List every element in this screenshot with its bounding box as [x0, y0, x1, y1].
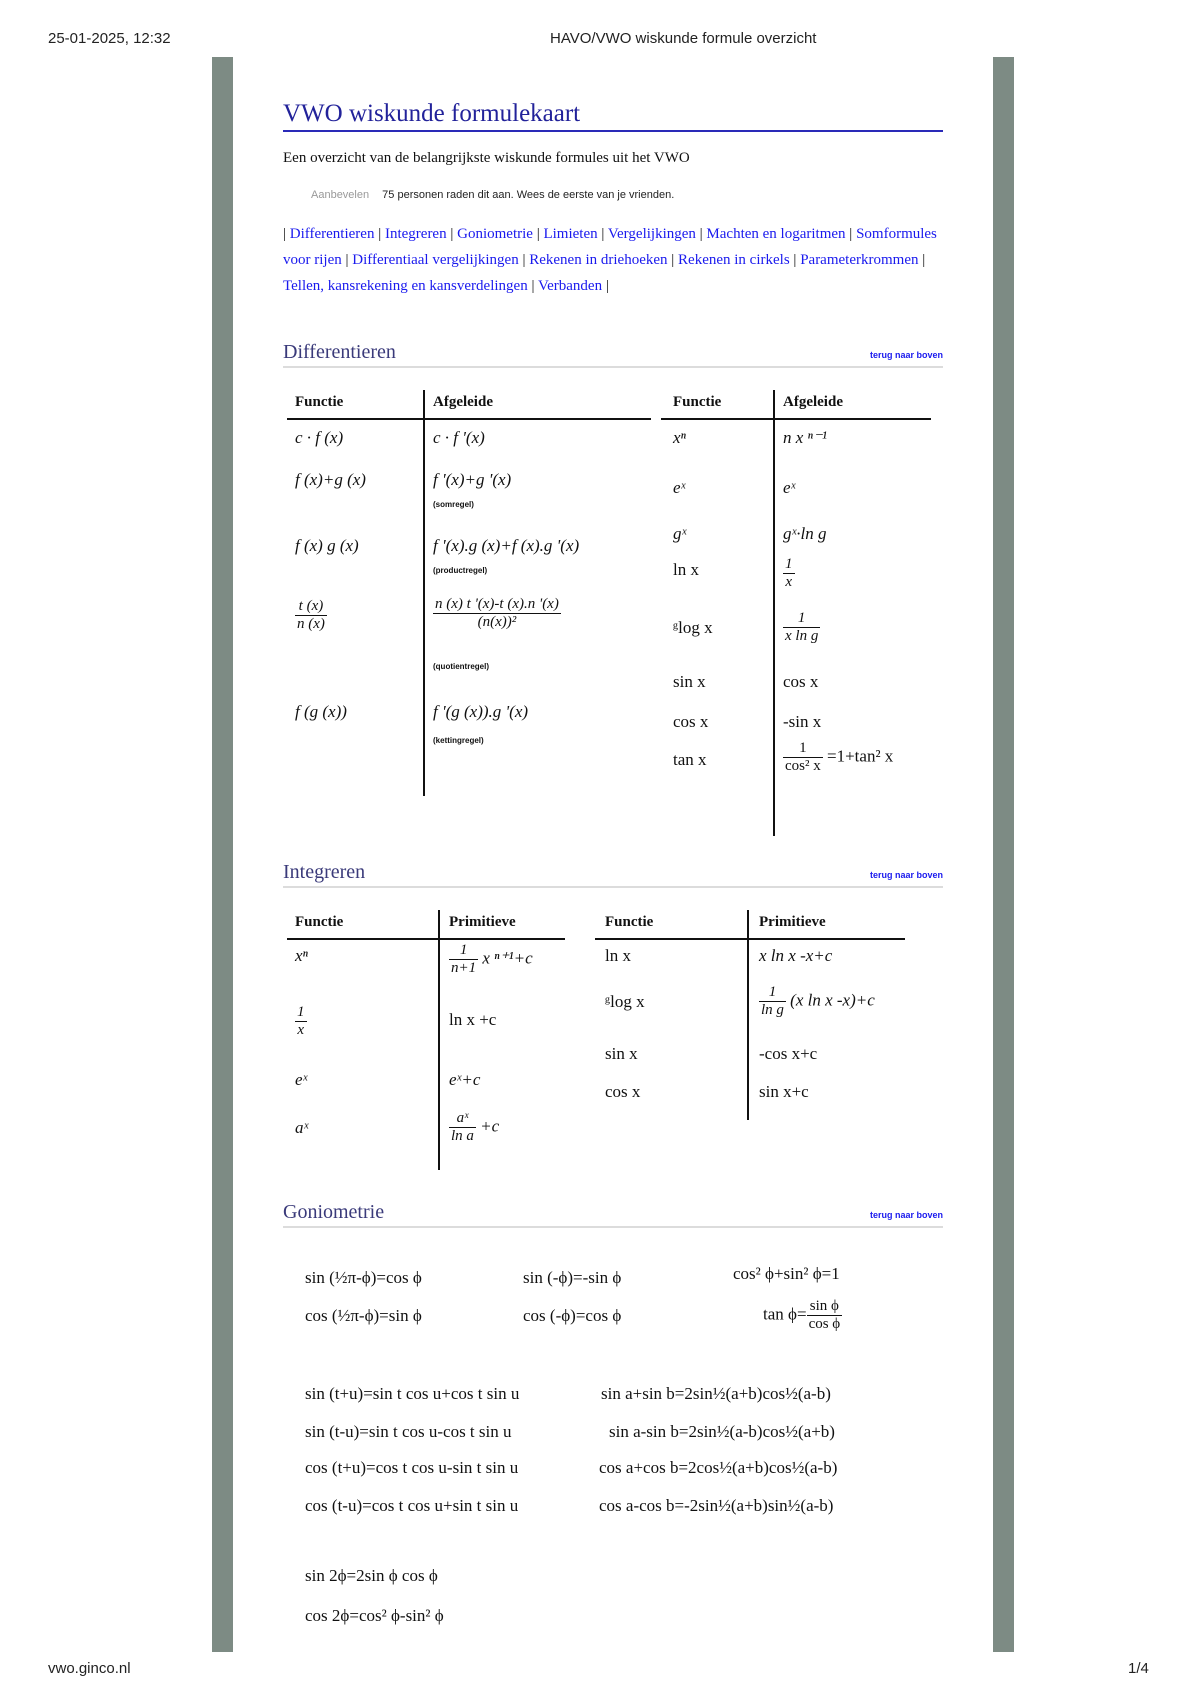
back-to-top-link[interactable]: terug naar boven [869, 1210, 943, 1220]
denominator: (n(x))² [477, 614, 517, 630]
denominator: n (x) [297, 616, 325, 632]
denominator: x ln g [785, 628, 819, 644]
print-datetime: 25-01-2025, 12:32 [48, 30, 171, 47]
nav-link-kansrekening[interactable]: Tellen, kansrekening en kansverdelingen [283, 278, 528, 294]
formula: sin a+sin b=2sin½(a+b)cos½(a-b) [601, 1384, 831, 1403]
formula: f '(g (x)).g '(x) [433, 702, 529, 721]
recommend-button[interactable]: Aanbevelen [311, 189, 370, 201]
formula: ᵍlog x [673, 618, 713, 637]
nav-link-cirkels[interactable]: Rekenen in cirkels [678, 252, 790, 268]
nav-link-parameterkrommen[interactable]: Parameterkrommen [800, 252, 919, 268]
formula: cos a-cos b=-2sin½(a+b)sin½(a-b) [599, 1496, 834, 1515]
formula: eˣ [783, 478, 796, 497]
header-rule [287, 938, 565, 940]
formula: sin x+c [759, 1082, 809, 1101]
section-title: Integreren [283, 861, 366, 883]
formula-lhs: tan ϕ= [763, 1304, 807, 1324]
formula: n x ⁿ⁻¹ [783, 428, 827, 447]
header-rule [595, 938, 905, 940]
numerator: 1 [759, 984, 786, 1002]
numerator: 1 [297, 1004, 305, 1020]
formula: sin (-ϕ)=-sin ϕ [523, 1268, 622, 1287]
formula: cos (½π-ϕ)=sin ϕ [305, 1306, 422, 1325]
formula [783, 610, 820, 645]
denominator: ln g [761, 1002, 784, 1018]
formula-extra: x ⁿ⁺¹+c [482, 948, 533, 968]
formula [783, 556, 795, 591]
formula: c · f '(x) [433, 428, 485, 447]
denominator: x [785, 574, 793, 590]
nav-link-verbanden[interactable]: Verbanden [537, 278, 603, 294]
formula: tan x [673, 750, 707, 769]
print-footer-url: vwo.ginco.nl [48, 1660, 131, 1677]
col-header-functie: Functie [295, 394, 344, 410]
formula: x ln x -x+c [759, 946, 833, 965]
col-header-afgeleide: Afgeleide [433, 394, 493, 410]
formula: ᵍlog x [605, 992, 645, 1011]
nav-link-limieten[interactable]: Limieten [543, 226, 598, 242]
section-integreren-heading [283, 856, 943, 888]
formula [759, 984, 875, 1019]
left-sidebar-bar [212, 57, 233, 1652]
formula [763, 1298, 842, 1333]
column-divider [423, 390, 425, 796]
print-doc-title: HAVO/VWO wiskunde formule overzicht [550, 30, 817, 47]
rule-label: (kettingregel) [433, 736, 484, 745]
print-page-number: 1/4 [1128, 1660, 1149, 1677]
col-header-functie: Functie [673, 394, 722, 410]
recommend-text: 75 personen raden dit aan. Wees de eerste van je vrienden. [382, 189, 675, 201]
formula [449, 942, 533, 977]
formula [783, 740, 893, 775]
header-rule [287, 418, 651, 420]
col-header-afgeleide: Afgeleide [783, 394, 843, 410]
formula: eˣ [295, 1070, 308, 1089]
formula: eˣ+c [449, 1070, 481, 1089]
integral-table [283, 910, 943, 1170]
back-to-top-link[interactable]: terug naar boven [869, 870, 943, 880]
formula: ln x +c [449, 1010, 497, 1029]
col-header-functie: Functie [605, 914, 654, 930]
formula: sin x [673, 672, 706, 691]
page-title: VWO wiskunde formulekaart [283, 100, 943, 132]
formula: sin (½π-ϕ)=cos ϕ [305, 1268, 422, 1287]
formula: cos x [783, 672, 819, 691]
section-title: Goniometrie [283, 1201, 385, 1223]
formula: c · f (x) [295, 428, 344, 447]
header-rule [661, 418, 931, 420]
section-title: Differentieren [283, 341, 396, 363]
formula: eˣ [673, 478, 686, 497]
nav-link-somformules[interactable]: Somformules voor rijen [283, 226, 937, 268]
col-header-primitieve: Primitieve [759, 914, 826, 930]
formula: sin a-sin b=2sin½(a-b)cos½(a+b) [609, 1422, 835, 1441]
right-sidebar-bar [993, 57, 1014, 1652]
formula: cos (t+u)=cos t cos u-sin t sin u [305, 1458, 519, 1477]
formula: -cos x+c [759, 1044, 818, 1063]
formula: xⁿ [673, 428, 686, 447]
formula: f '(x).g (x)+f (x).g '(x) [433, 536, 580, 555]
formula [449, 1110, 499, 1145]
formula: f (x)+g (x) [295, 470, 366, 489]
page-content [283, 100, 943, 1625]
formula: cos² ϕ+sin² ϕ=1 [733, 1264, 840, 1283]
formula: cos (-ϕ)=cos ϕ [523, 1306, 622, 1325]
numerator: sin ϕ [807, 1298, 843, 1316]
section-nav: | Differentieren | Integreren | Goniometrie | Limieten | Vergelijkingen | Machten en logaritmen | Somformules voor rijen | Differentiaal vergelijkingen | Rekenen in driehoeken | Rekenen in cirkels | Parameterkrommen | Tellen, kansrekening en kansverdelingen | Verbanden | [283, 226, 937, 294]
denominator: cos² x [785, 758, 821, 774]
formula: gˣ·ln g [783, 524, 827, 543]
numerator: 1 [783, 740, 823, 758]
formula: cos x [605, 1082, 641, 1101]
section-goniometrie-heading [283, 1196, 943, 1228]
nav-link-goniometrie[interactable]: Goniometrie [457, 226, 533, 242]
formula: sin (t+u)=sin t cos u+cos t sin u [305, 1384, 520, 1403]
formula-extra: +c [480, 1116, 500, 1136]
denominator: n+1 [451, 960, 477, 976]
denominator: cos ϕ [808, 1316, 841, 1332]
formula: sin 2ϕ=2sin ϕ cos ϕ [305, 1566, 438, 1585]
rule-label: (quotientregel) [433, 662, 489, 671]
formula [433, 596, 561, 631]
nav-link-driehoeken[interactable]: Rekenen in driehoeken [529, 252, 668, 268]
formula-extra: (x ln x -x)+c [790, 990, 875, 1010]
nav-link-differentiaal[interactable]: Differentiaal vergelijkingen [352, 252, 519, 268]
rule-label: (somregel) [433, 500, 474, 509]
formula: sin x [605, 1044, 638, 1063]
rule-label: (productregel) [433, 566, 488, 575]
formula-extra: =1+tan² x [827, 746, 894, 766]
formula: gˣ [673, 524, 687, 543]
numerator: 1 [783, 610, 820, 628]
formula: sin (t-u)=sin t cos u-cos t sin u [305, 1422, 512, 1441]
formula [295, 1004, 307, 1039]
page-subtitle: Een overzicht van de belangrijkste wiskunde formules uit het VWO [283, 150, 690, 166]
nav-link-machten[interactable]: Machten en logaritmen [706, 226, 846, 242]
numerator: aˣ [449, 1110, 476, 1128]
formula: ln x [673, 560, 699, 579]
column-divider [438, 910, 440, 1170]
nav-link-integreren[interactable]: Integreren [384, 226, 447, 242]
recommend-widget [311, 189, 943, 201]
goniometry-formulas [283, 1260, 943, 1640]
formula [295, 598, 327, 633]
formula: ln x [605, 946, 631, 965]
formula: xⁿ [295, 946, 308, 965]
formula: cos x [673, 712, 709, 731]
formula: cos 2ϕ=cos² ϕ-sin² ϕ [305, 1606, 444, 1625]
nav-link-differentieren[interactable]: Differentieren [289, 226, 375, 242]
derivative-table [283, 390, 943, 830]
formula: aˣ [295, 1118, 309, 1137]
numerator: n (x) t '(x)-t (x).n '(x) [435, 596, 559, 612]
column-divider [773, 390, 775, 836]
section-differentieren-heading [283, 336, 943, 368]
denominator: ln a [451, 1128, 474, 1144]
back-to-top-link[interactable]: terug naar boven [869, 350, 943, 360]
numerator: t (x) [295, 598, 327, 616]
formula: f (x) g (x) [295, 536, 359, 555]
col-header-functie: Functie [295, 914, 344, 930]
nav-link-vergelijkingen[interactable]: Vergelijkingen [607, 226, 696, 242]
formula: cos a+cos b=2cos½(a+b)cos½(a-b) [599, 1458, 838, 1477]
denominator: x [297, 1022, 305, 1038]
numerator: 1 [785, 556, 793, 572]
col-header-primitieve: Primitieve [449, 914, 516, 930]
formula: -sin x [783, 712, 822, 731]
formula: f '(x)+g '(x) [433, 470, 512, 489]
column-divider [747, 910, 749, 1120]
formula: cos (t-u)=cos t cos u+sin t sin u [305, 1496, 519, 1515]
numerator: 1 [449, 942, 478, 960]
formula: f (g (x)) [295, 702, 347, 721]
